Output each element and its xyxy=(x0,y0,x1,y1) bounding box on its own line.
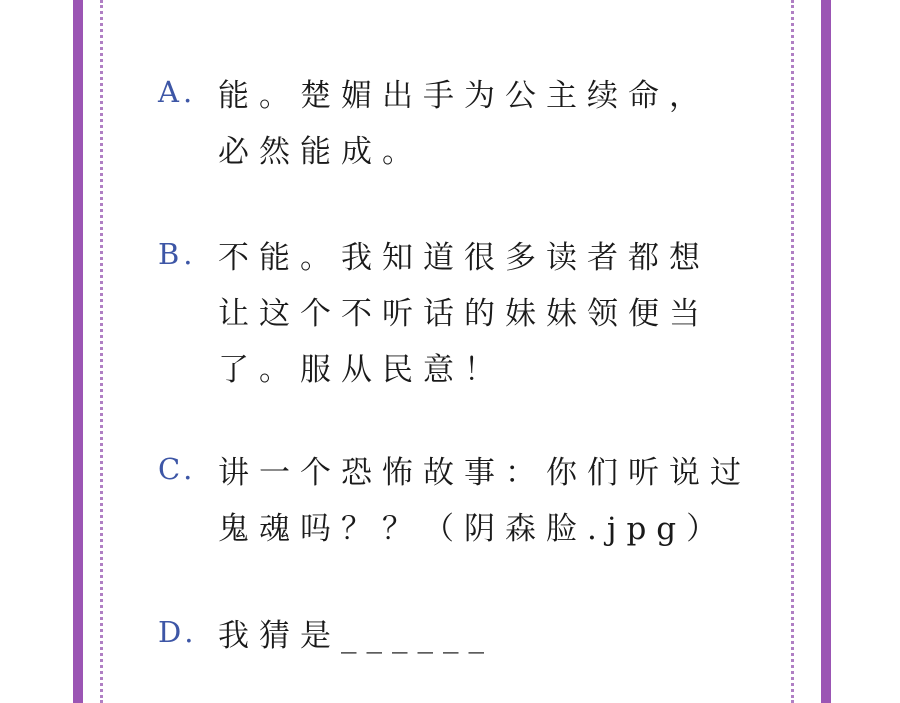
option-a-line-2 xyxy=(158,120,710,176)
option-a-line-1 xyxy=(158,64,710,120)
option-d-text-1: 我猜是______ xyxy=(218,617,494,654)
option-c-letter: C. xyxy=(158,452,197,486)
option-c-text-1: 讲一个恐怖故事：你们听说过 xyxy=(218,454,751,491)
option-c xyxy=(158,441,751,553)
option-d-line-1 xyxy=(158,604,494,660)
option-b-line-1 xyxy=(158,226,710,282)
option-c-line-1 xyxy=(158,441,751,497)
option-a xyxy=(158,64,710,176)
option-a-letter: A. xyxy=(158,75,197,109)
option-b-text-1: 不能。我知道很多读者都想 xyxy=(218,239,710,276)
option-b-text-3: 了。服从民意！ xyxy=(218,351,505,388)
option-a-text-2: 必然能成。 xyxy=(218,133,423,170)
right-dotted-border xyxy=(791,0,794,703)
option-a-text-1: 能。楚媚出手为公主续命， xyxy=(218,77,710,114)
left-dotted-border xyxy=(100,0,103,703)
option-c-line-2 xyxy=(158,497,751,553)
option-c-text-2: 鬼魂吗？？（阴森脸.jpg） xyxy=(218,510,728,547)
option-b-text-2: 让这个不听话的妹妹领便当 xyxy=(218,295,710,332)
option-b-letter: B. xyxy=(158,237,197,271)
option-d xyxy=(158,604,494,660)
option-b-line-3 xyxy=(158,338,710,394)
option-d-letter: D. xyxy=(158,615,198,649)
option-b-line-2 xyxy=(158,282,710,338)
right-frame-border xyxy=(821,0,831,703)
option-b xyxy=(158,226,710,394)
left-frame-border xyxy=(73,0,83,703)
